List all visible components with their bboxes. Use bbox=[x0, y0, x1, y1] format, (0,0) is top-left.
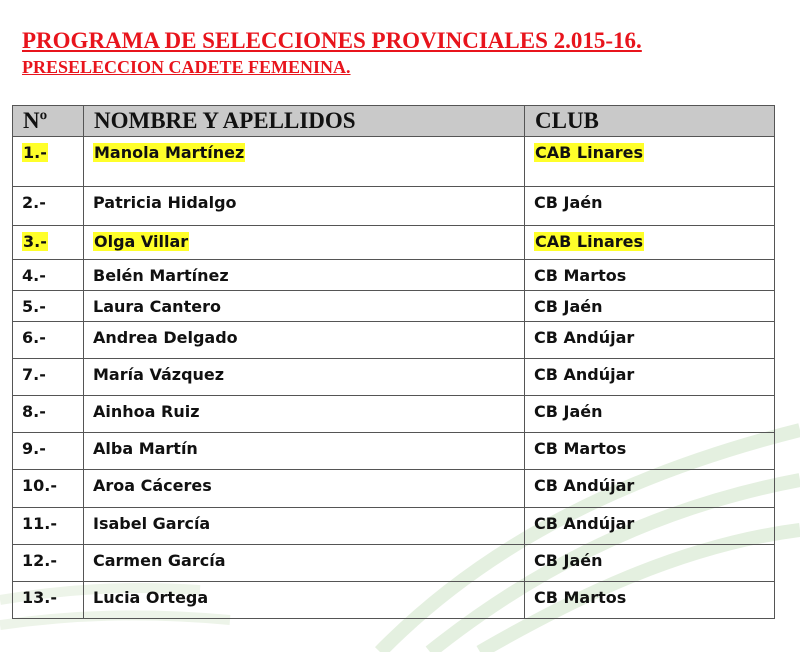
header-number: Nº bbox=[13, 106, 84, 137]
row-name: Aroa Cáceres bbox=[84, 470, 525, 508]
table-row bbox=[13, 470, 775, 508]
row-club: CB Martos bbox=[525, 582, 775, 619]
row-name: Alba Martín bbox=[84, 433, 525, 470]
row-number: 1.- bbox=[23, 143, 47, 162]
table-row bbox=[13, 260, 775, 291]
row-number: 6.- bbox=[13, 322, 84, 359]
table-row bbox=[13, 396, 775, 433]
row-club: CAB Linares bbox=[535, 232, 644, 251]
header-club: CLUB bbox=[525, 106, 775, 137]
row-club: CB Jaén bbox=[525, 291, 775, 322]
row-club: CB Andújar bbox=[525, 508, 775, 545]
row-number: 5.- bbox=[13, 291, 84, 322]
roster-table bbox=[12, 105, 775, 619]
table-row bbox=[13, 137, 775, 187]
table-row bbox=[13, 322, 775, 359]
row-number: 13.- bbox=[13, 582, 84, 619]
table-row bbox=[13, 433, 775, 470]
table-row bbox=[13, 291, 775, 322]
row-club: CB Andújar bbox=[525, 322, 775, 359]
row-club-cell bbox=[525, 226, 775, 260]
table-row bbox=[13, 226, 775, 260]
row-club: CB Martos bbox=[525, 260, 775, 291]
row-name: Isabel García bbox=[84, 508, 525, 545]
table-row bbox=[13, 508, 775, 545]
row-number: 2.- bbox=[13, 187, 84, 226]
table-row bbox=[13, 582, 775, 619]
table-row bbox=[13, 545, 775, 582]
row-name: Ainhoa Ruiz bbox=[84, 396, 525, 433]
row-number: 9.- bbox=[13, 433, 84, 470]
row-name: Carmen García bbox=[84, 545, 525, 582]
row-number-cell bbox=[13, 226, 84, 260]
row-club: CAB Linares bbox=[535, 143, 644, 162]
row-number: 11.- bbox=[13, 508, 84, 545]
row-name: Olga Villar bbox=[94, 232, 189, 251]
header-name: NOMBRE Y APELLIDOS bbox=[84, 106, 525, 137]
row-club: CB Jaén bbox=[525, 396, 775, 433]
row-club: CB Jaén bbox=[525, 545, 775, 582]
row-number: 10.- bbox=[13, 470, 84, 508]
row-name: Manola Martínez bbox=[94, 143, 245, 162]
document-subtitle: PRESELECCION CADETE FEMENINA. bbox=[22, 57, 351, 77]
row-name: Laura Cantero bbox=[84, 291, 525, 322]
row-club: CB Jaén bbox=[525, 187, 775, 226]
row-number: 12.- bbox=[13, 545, 84, 582]
row-club-cell bbox=[525, 137, 775, 187]
row-name: María Vázquez bbox=[84, 359, 525, 396]
table-row bbox=[13, 187, 775, 226]
document-title: PROGRAMA DE SELECCIONES PROVINCIALES 2.015-16. bbox=[22, 28, 642, 53]
row-number: 3.- bbox=[23, 232, 47, 251]
row-name: Lucia Ortega bbox=[84, 582, 525, 619]
row-name: Belén Martínez bbox=[84, 260, 525, 291]
row-name: Andrea Delgado bbox=[84, 322, 525, 359]
table-header-row bbox=[13, 106, 775, 137]
row-club: CB Martos bbox=[525, 433, 775, 470]
row-number: 4.- bbox=[13, 260, 84, 291]
row-number-cell bbox=[13, 137, 84, 187]
table-row bbox=[13, 359, 775, 396]
row-club: CB Andújar bbox=[525, 359, 775, 396]
row-number: 7.- bbox=[13, 359, 84, 396]
row-club: CB Andújar bbox=[525, 470, 775, 508]
row-name-cell bbox=[84, 137, 525, 187]
row-number: 8.- bbox=[13, 396, 84, 433]
row-name: Patricia Hidalgo bbox=[84, 187, 525, 226]
row-name-cell bbox=[84, 226, 525, 260]
